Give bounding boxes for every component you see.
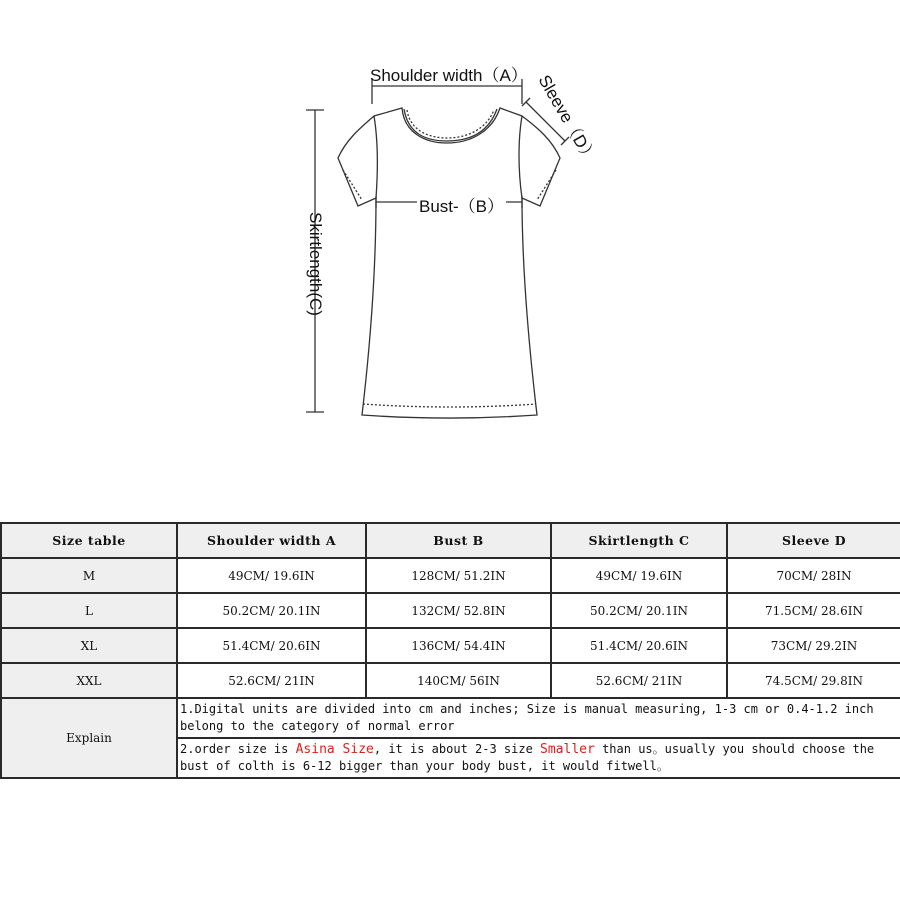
skirt-length-label: Skirtlength(C) [306, 212, 325, 316]
bust-cell: 132CM/ 52.8IN [366, 593, 551, 628]
table-row [1, 663, 900, 698]
explain-row-1 [1, 698, 900, 738]
sleeve-cell: 70CM/ 28IN [727, 558, 900, 593]
table-row [1, 558, 900, 593]
header-skirtlength: Skirtlength C [551, 523, 727, 558]
asina-size-highlight: Asina Size [295, 742, 374, 757]
header-bust: Bust B [366, 523, 551, 558]
explain-note-1: 1.Digital units are divided into cm and inches; Size is manual measuring, 1-3 cm or 0.4-1.2 inch belong to the category of normal error [177, 698, 900, 738]
size-cell: XXL [1, 663, 177, 698]
shoulder-cell: 50.2CM/ 20.1IN [177, 593, 366, 628]
skirt-cell: 51.4CM/ 20.6IN [551, 628, 727, 663]
header-sleeve: Sleeve D [727, 523, 900, 558]
skirt-cell: 50.2CM/ 20.1IN [551, 593, 727, 628]
size-cell: M [1, 558, 177, 593]
explain-label: Explain [1, 698, 177, 778]
bust-label: Bust-（B） [417, 192, 506, 217]
bust-cell: 128CM/ 51.2IN [366, 558, 551, 593]
shoulder-cell: 52.6CM/ 21IN [177, 663, 366, 698]
table-row [1, 628, 900, 663]
size-cell: XL [1, 628, 177, 663]
sleeve-cell: 74.5CM/ 29.8IN [727, 663, 900, 698]
bust-cell: 140CM/ 56IN [366, 663, 551, 698]
sleeve-cell: 71.5CM/ 28.6IN [727, 593, 900, 628]
header-shoulder-width: Shoulder width A [177, 523, 366, 558]
smaller-highlight: Smaller [540, 742, 595, 757]
note2-part3: than us。usually you should choose the bust of colth is 6-12 bigger than your body bust, it would fitwell。 [180, 742, 875, 773]
skirt-cell: 49CM/ 19.6IN [551, 558, 727, 593]
skirt-cell: 52.6CM/ 21IN [551, 663, 727, 698]
shoulder-width-label: Shoulder width（A） [370, 66, 528, 85]
shoulder-cell: 49CM/ 19.6IN [177, 558, 366, 593]
table-header-row [1, 523, 900, 558]
note2-part1: 2.order size is [180, 742, 296, 756]
size-table [0, 522, 900, 779]
size-cell: L [1, 593, 177, 628]
sleeve-label: Sleeve（D） [534, 71, 601, 167]
note2-part2: , it is about 2-3 size [373, 742, 541, 756]
table-row [1, 593, 900, 628]
shoulder-cell: 51.4CM/ 20.6IN [177, 628, 366, 663]
header-size-table: Size table [1, 523, 177, 558]
sleeve-cell: 73CM/ 29.2IN [727, 628, 900, 663]
bust-cell: 136CM/ 54.4IN [366, 628, 551, 663]
explain-note-2 [177, 738, 900, 778]
